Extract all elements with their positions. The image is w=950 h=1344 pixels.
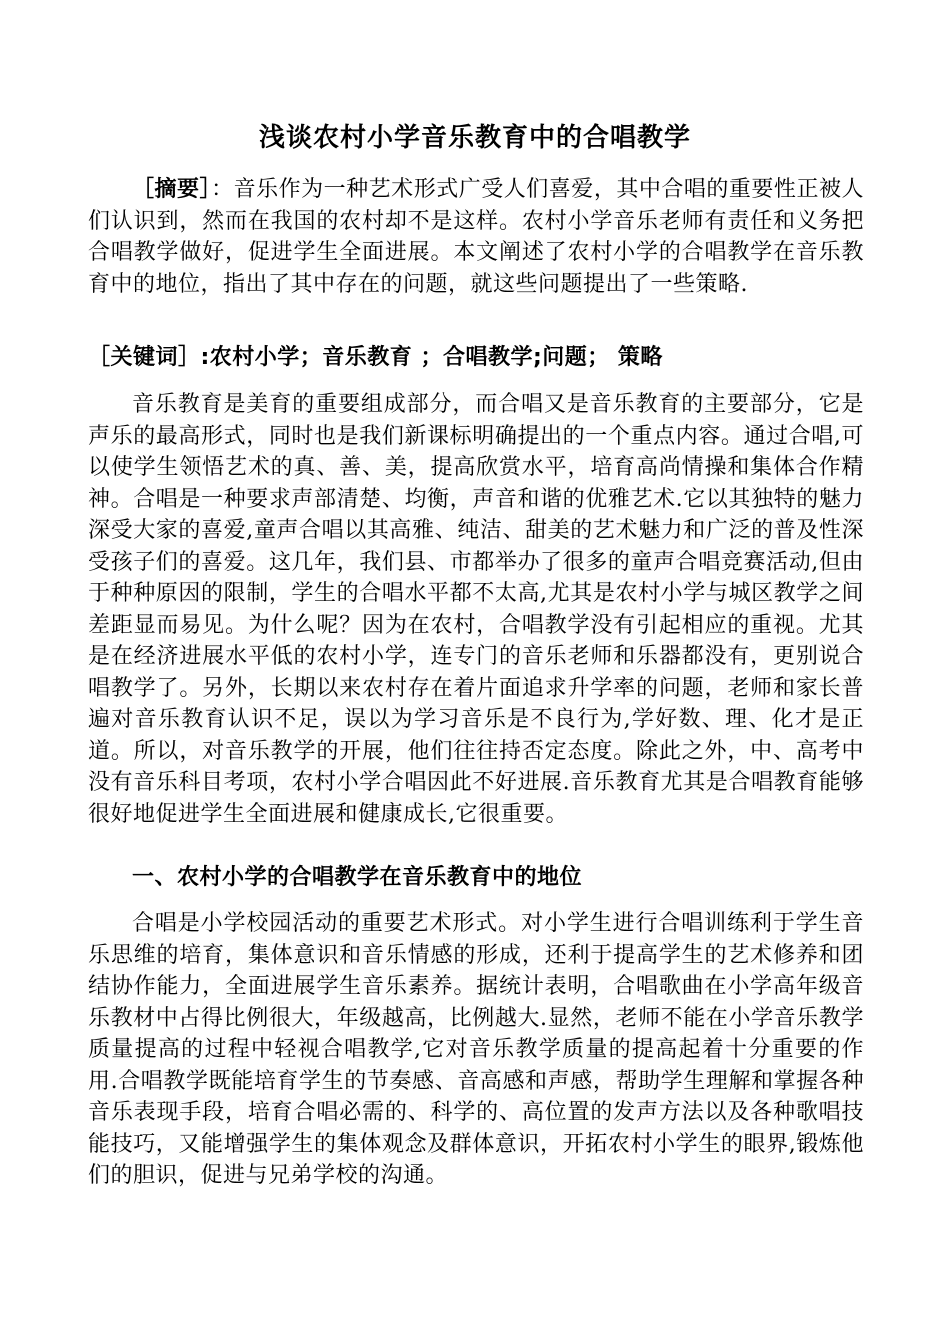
keywords-line: ［关键词］:农村小学；音乐教育 ；合唱教学;问题； 策略 (88, 345, 663, 370)
section-paragraph: 合唱是小学校园活动的重要艺术形式。对小学生进行合唱训练利于学生音乐思维的培育，集体意识和音乐情感的形成，还利于提高学生的艺术修养和团结协作能力，全面进展学生音乐素养。据统计表明，合唱歌曲在小学高年级音乐教材中占得比例很大，年级越高，比例越大.显然，老师不能在小学音乐教学质量提高的过程中轻视合唱教学,它对音乐教学质量的提高起着十分重要的作用.合唱教学既能培育学生的节奏感、音高感和声感，帮助学生理解和掌握各种音乐表现手段，培育合唱必需的、科学的、高位置的发声方法以及各种歌唱技能技巧，又能增强学生的集体观念及群体意识，开拓农村小学生的眼界,锻炼他们的胆识，促进与兄弟学校的沟通。 (88, 911, 864, 1188)
abstract-label: ［摘要］ (132, 177, 212, 202)
abstract-paragraph (88, 174, 864, 300)
abstract-text: ：音乐作为一种艺术形式广受人们喜爱，其中合唱的重要性正被人们认识到，然而在我国的农村却不是这样。农村小学音乐老师有责任和义务把合唱教学做好，促进学生全面进展。本文阐述了农村小学的合唱教学在音乐教育中的地位，指出了其中存在的问题，就这些问题提出了一些策略. (88, 177, 864, 297)
intro-paragraph: 音乐教育是美育的重要组成部分，而合唱又是音乐教育的主要部分，它是声乐的最高形式，同时也是我们新课标明确提出的一个重点内容。通过合唱,可以使学生领悟艺术的真、善、美，提高欣赏水平，培育高尚情操和集体合作精神。合唱是一种要求声部清楚、均衡，声音和谐的优雅艺术.它以其独特的魅力深受大家的喜爱,童声合唱以其高雅、纯洁、甜美的艺术魅力和广泛的普及性深受孩子们的喜爱。这几年，我们县、市都举办了很多的童声合唱竞赛活动,但由于种种原因的限制，学生的合唱水平都不太高,尤其是农村小学与城区教学之间差距显而易见。为什么呢？因为在农村，合唱教学没有引起相应的重视。尤其是在经济进展水平低的农村小学，连专门的音乐老师和乐器都没有，更别说合唱教学了。另外，长期以来农村存在着片面追求升学率的问题，老师和家长普遍对音乐教育认识不足，误以为学习音乐是不良行为,学好数、理、化才是正道。所以，对音乐教学的开展，他们往往持否定态度。除此之外，中、高考中没有音乐科目考项，农村小学合唱因此不好进展.音乐教育尤其是合唱教育能够很好地促进学生全面进展和健康成长,它很重要。 (88, 392, 864, 827)
section-heading: 一、农村小学的合唱教学在音乐教育中的地位 (132, 865, 583, 890)
document-title: 浅谈农村小学音乐教育中的合唱教学 (258, 123, 691, 153)
